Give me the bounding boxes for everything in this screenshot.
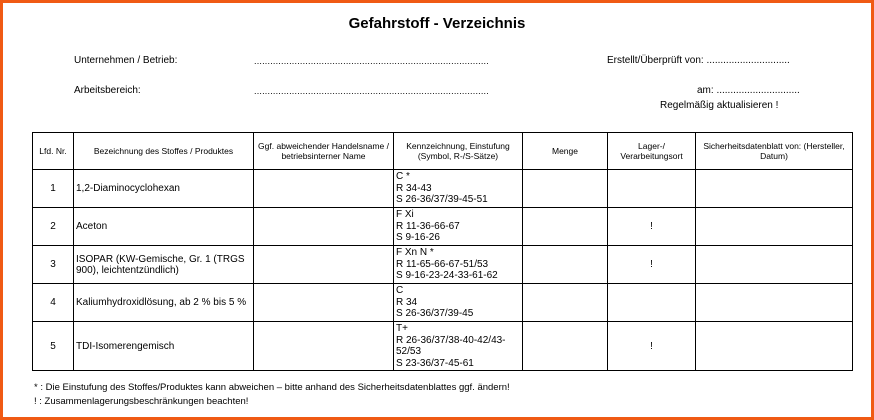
update-note: Regelmäßig aktualisieren !	[660, 100, 779, 111]
storage-location: !	[608, 322, 696, 371]
hazard-symbol: C	[396, 285, 404, 297]
col-header-classification: Kennzeichnung, Einstufung (Symbol, R-/S-Sätze)	[394, 133, 523, 170]
s-phrases: S 9-16-23-24-33-61-62	[396, 270, 498, 282]
substance-name: TDI-Isomerengemisch	[74, 322, 254, 371]
quantity	[523, 208, 608, 246]
quantity	[523, 284, 608, 322]
r-phrases: R 11-36-66-67	[396, 220, 460, 232]
work-area-label: Arbeitsbereich:	[74, 85, 141, 96]
substance-name: Aceton	[74, 208, 254, 246]
company-label: Unternehmen / Betrieb:	[74, 55, 178, 66]
table-row	[33, 170, 853, 208]
col-header-nr: Lfd. Nr.	[33, 133, 74, 170]
r-phrases: R 11-65-66-67-51/53	[396, 258, 489, 270]
r-phrases: R 34	[396, 296, 418, 308]
substance-name: ISOPAR (KW-Gemische, Gr. 1 (TRGS 900), leichtentzündlich)	[74, 246, 254, 284]
trade-name	[254, 170, 394, 208]
r-phrases: R 26-36/37/38-40-42/43-	[396, 334, 506, 346]
substance-name: Kaliumhydroxidlösung, ab 2 % bis 5 %	[74, 284, 254, 322]
classification	[394, 284, 523, 322]
hazard-symbol: C *	[396, 171, 410, 183]
classification	[394, 246, 523, 284]
hazard-symbol: F Xn N *	[396, 247, 434, 259]
safety-data-sheet	[696, 208, 853, 246]
table-row	[33, 208, 853, 246]
row-number: 1	[33, 170, 74, 208]
page-title: Gefahrstoff - Verzeichnis	[348, 15, 526, 32]
col-header-quantity: Menge	[523, 133, 608, 170]
safety-data-sheet	[696, 246, 853, 284]
safety-data-sheet	[696, 322, 853, 371]
trade-name	[254, 246, 394, 284]
date-label: am: ..............................	[697, 85, 800, 96]
s-phrases: S 9-16-26	[396, 232, 440, 244]
quantity	[523, 322, 608, 371]
created-by-label: Erstellt/Überprüft von: ..............................	[607, 55, 790, 66]
s-phrases: S 23-36/37-45-61	[396, 357, 474, 369]
hazard-symbol: F Xi	[396, 209, 414, 221]
footnote-star: * : Die Einstufung des Stoffes/Produktes kann abweichen – bitte anhand des Sicherheitsdatenblattes ggf. ändern!	[34, 382, 510, 393]
row-number: 5	[33, 322, 74, 371]
footnote-exclamation: ! : Zusammenlagerungsbeschränkungen beachten!	[34, 396, 249, 407]
col-header-sds: Sicherheitsdatenblatt von: (Hersteller, Datum)	[696, 133, 853, 170]
work-area-field: .......................................................................................	[254, 86, 489, 96]
col-header-alias: Ggf. abweichender Handelsname / betriebsinterner Name	[254, 133, 394, 170]
classification	[394, 208, 523, 246]
s-phrases: S 26-36/37/39-45-51	[396, 194, 488, 206]
col-header-storage: Lager-/ Verarbeitungsort	[608, 133, 696, 170]
r-phrases-continued: 52/53	[396, 346, 422, 357]
trade-name	[254, 322, 394, 371]
storage-location: !	[608, 208, 696, 246]
s-phrases: S 26-36/37/39-45	[396, 308, 474, 320]
hazard-symbol: T+	[396, 323, 408, 334]
trade-name	[254, 284, 394, 322]
row-number: 3	[33, 246, 74, 284]
classification	[394, 170, 523, 208]
storage-location	[608, 284, 696, 322]
col-header-name: Bezeichnung des Stoffes / Produktes	[74, 133, 254, 170]
table-row	[33, 284, 853, 322]
row-number: 2	[33, 208, 74, 246]
storage-location	[608, 170, 696, 208]
safety-data-sheet	[696, 284, 853, 322]
table-row	[33, 246, 853, 284]
quantity	[523, 170, 608, 208]
safety-data-sheet	[696, 170, 853, 208]
r-phrases: R 34-43	[396, 182, 432, 194]
table-row	[33, 322, 853, 371]
table-header-row	[33, 133, 853, 170]
hazardous-substances-table	[32, 132, 853, 371]
storage-location: !	[608, 246, 696, 284]
trade-name	[254, 208, 394, 246]
quantity	[523, 246, 608, 284]
row-number: 4	[33, 284, 74, 322]
classification	[394, 322, 523, 371]
company-field: .......................................................................................	[254, 56, 489, 66]
substance-name: 1,2-Diaminocyclohexan	[74, 170, 254, 208]
